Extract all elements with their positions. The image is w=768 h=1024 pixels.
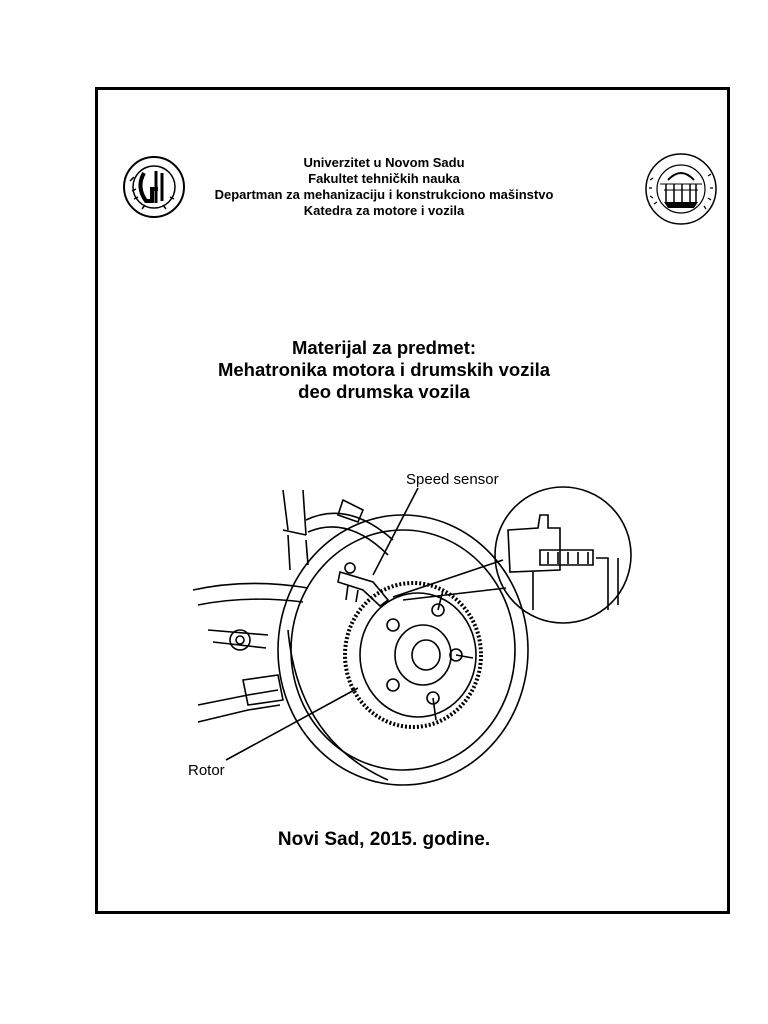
faculty-name: Fakultet tehničkih nauka <box>308 171 460 186</box>
university-name: Univerzitet u Novom Sadu <box>303 155 465 170</box>
institution-header <box>0 155 768 219</box>
speed-sensor-label: Speed sensor <box>406 471 499 488</box>
department-name: Departman za mehanizaciju i konstrukciono mašinstvo <box>214 187 554 202</box>
chair-name: Katedra za motore i vozila <box>303 203 465 218</box>
title-line-1: Materijal za predmet: <box>291 337 477 358</box>
title-line-3: deo drumska vozila <box>298 381 470 402</box>
wheel-speed-sensor-illustration <box>188 460 638 790</box>
place-date: Novi Sad, 2015. godine. <box>277 829 491 850</box>
rotor-label: Rotor <box>188 762 225 779</box>
title-line-2: Mehatronika motora i drumskih vozila <box>217 359 551 380</box>
document-title <box>0 337 768 403</box>
